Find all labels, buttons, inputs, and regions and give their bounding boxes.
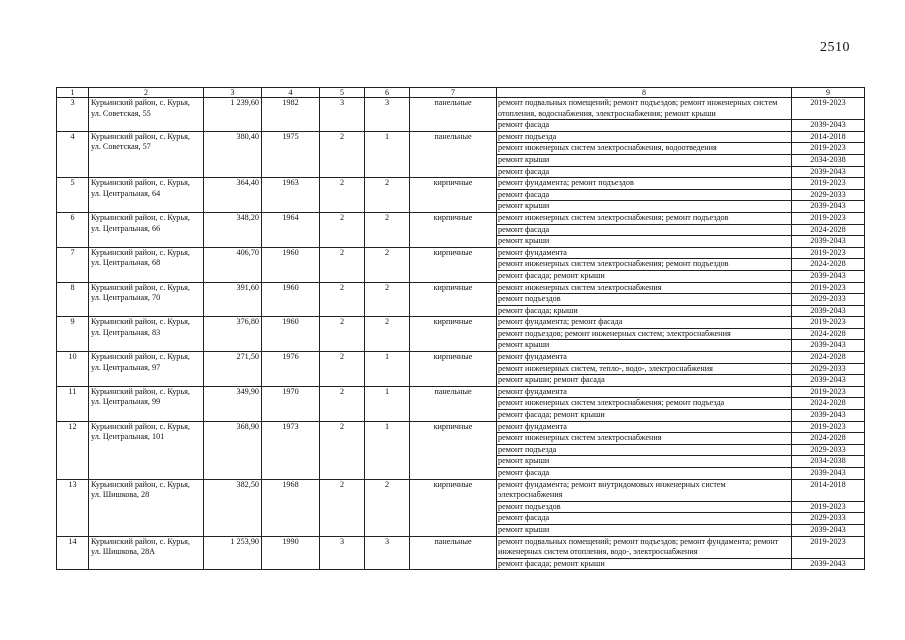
year-cell: 1982	[262, 98, 320, 132]
repair-period-cell: 2039-2043	[792, 468, 865, 480]
wall-material-cell: кирпичные	[410, 247, 497, 282]
repair-work-cell: ремонт фасада	[497, 513, 792, 525]
floors-cell: 2	[320, 479, 365, 536]
address-cell: Курьинский район, с. Курья, ул. Центральная, 101	[89, 421, 204, 479]
row-number-cell: 6	[57, 212, 89, 247]
repair-work-cell: ремонт крыши	[497, 236, 792, 248]
year-cell: 1975	[262, 131, 320, 177]
repair-work-cell: ремонт крыши	[497, 524, 792, 536]
header-cell: 8	[497, 88, 792, 98]
floors-cell: 3	[320, 536, 365, 570]
repair-period-cell: 2029-2033	[792, 294, 865, 306]
table-row	[57, 386, 865, 398]
repair-period-cell: 2019-2023	[792, 212, 865, 224]
repair-period-cell: 2024-2028	[792, 224, 865, 236]
floors-cell: 2	[320, 282, 365, 317]
area-cell: 406,70	[204, 247, 262, 282]
row-number-cell: 13	[57, 479, 89, 536]
entrances-cell: 1	[365, 352, 410, 387]
repair-period-cell: 2039-2043	[792, 166, 865, 178]
wall-material-cell: панельные	[410, 131, 497, 177]
repair-work-cell: ремонт фасада; крыши	[497, 305, 792, 317]
repair-period-cell: 2034-2038	[792, 456, 865, 468]
repair-work-cell: ремонт фасада; ремонт крыши	[497, 410, 792, 422]
year-cell: 1960	[262, 282, 320, 317]
table-row	[57, 131, 865, 143]
entrances-cell: 1	[365, 386, 410, 421]
entrances-cell: 2	[365, 479, 410, 536]
entrances-cell: 1	[365, 421, 410, 479]
wall-material-cell: кирпичные	[410, 178, 497, 213]
row-number-cell: 3	[57, 98, 89, 132]
area-cell: 364,40	[204, 178, 262, 213]
repair-work-cell: ремонт фасада	[497, 166, 792, 178]
header-row	[57, 88, 865, 98]
area-cell: 1 253,90	[204, 536, 262, 570]
area-cell: 382,50	[204, 479, 262, 536]
row-number-cell: 11	[57, 386, 89, 421]
year-cell: 1970	[262, 386, 320, 421]
repair-period-cell: 2039-2043	[792, 558, 865, 570]
row-number-cell: 10	[57, 352, 89, 387]
year-cell: 1960	[262, 247, 320, 282]
entrances-cell: 2	[365, 212, 410, 247]
row-number-cell: 4	[57, 131, 89, 177]
floors-cell: 2	[320, 352, 365, 387]
table-row	[57, 282, 865, 294]
repair-period-cell: 2019-2023	[792, 98, 865, 120]
repair-work-cell: ремонт инженерных систем электроснабжения; ремонт подъездов	[497, 259, 792, 271]
repair-period-cell: 2019-2023	[792, 178, 865, 190]
row-number-cell: 7	[57, 247, 89, 282]
repair-work-cell: ремонт фасада; ремонт крыши	[497, 558, 792, 570]
header-cell: 9	[792, 88, 865, 98]
area-cell: 391,60	[204, 282, 262, 317]
repair-work-cell: ремонт подъезда	[497, 131, 792, 143]
repair-work-cell: ремонт фундамента; ремонт фасада	[497, 317, 792, 329]
repair-work-cell: ремонт инженерных систем электроснабжения, водоотведения	[497, 143, 792, 155]
repair-work-cell: ремонт инженерных систем электроснабжения	[497, 433, 792, 445]
repair-period-cell: 2029-2033	[792, 363, 865, 375]
repair-period-cell: 2029-2033	[792, 444, 865, 456]
wall-material-cell: панельные	[410, 536, 497, 570]
row-number-cell: 14	[57, 536, 89, 570]
table-row	[57, 479, 865, 501]
repair-work-cell: ремонт инженерных систем электроснабжения; ремонт подъездов	[497, 212, 792, 224]
wall-material-cell: панельные	[410, 98, 497, 132]
entrances-cell: 3	[365, 98, 410, 132]
table-row	[57, 421, 865, 433]
repair-work-cell: ремонт крыши	[497, 201, 792, 213]
repair-period-cell: 2014-2018	[792, 131, 865, 143]
area-cell: 376,80	[204, 317, 262, 352]
entrances-cell: 3	[365, 536, 410, 570]
repair-period-cell: 2024-2028	[792, 259, 865, 271]
entrances-cell: 1	[365, 131, 410, 177]
repair-period-cell: 2024-2028	[792, 398, 865, 410]
address-cell: Курьинский район, с. Курья, ул. Центральная, 66	[89, 212, 204, 247]
repair-period-cell: 2019-2023	[792, 143, 865, 155]
floors-cell: 2	[320, 317, 365, 352]
repair-period-cell: 2039-2043	[792, 120, 865, 132]
repair-period-cell: 2039-2043	[792, 340, 865, 352]
entrances-cell: 2	[365, 282, 410, 317]
wall-material-cell: кирпичные	[410, 352, 497, 387]
wall-material-cell: кирпичные	[410, 212, 497, 247]
row-number-cell: 9	[57, 317, 89, 352]
repair-work-cell: ремонт инженерных систем электроснабжения	[497, 282, 792, 294]
table-row	[57, 178, 865, 190]
table-row	[57, 317, 865, 329]
row-number-cell: 5	[57, 178, 89, 213]
repair-work-cell: ремонт фасада	[497, 224, 792, 236]
area-cell: 380,40	[204, 131, 262, 177]
floors-cell: 2	[320, 247, 365, 282]
repair-period-cell: 2019-2023	[792, 247, 865, 259]
repair-work-cell: ремонт фундамента; ремонт подъездов	[497, 178, 792, 190]
repair-work-cell: ремонт подъездов	[497, 501, 792, 513]
address-cell: Курьинский район, с. Курья, ул. Советская, 55	[89, 98, 204, 132]
year-cell: 1990	[262, 536, 320, 570]
repair-work-cell: ремонт подвальных помещений; ремонт подъездов; ремонт инженерных систем отопления, водоснабжения, электроснабжения; ремонт крыши	[497, 98, 792, 120]
area-cell: 1 239,60	[204, 98, 262, 132]
repair-period-cell: 2039-2043	[792, 305, 865, 317]
repair-work-cell: ремонт подъездов	[497, 294, 792, 306]
floors-cell: 2	[320, 131, 365, 177]
repair-period-cell: 2019-2023	[792, 421, 865, 433]
repair-period-cell: 2014-2018	[792, 479, 865, 501]
wall-material-cell: панельные	[410, 386, 497, 421]
repair-work-cell: ремонт фундамента	[497, 386, 792, 398]
repair-period-cell: 2019-2023	[792, 282, 865, 294]
entrances-cell: 2	[365, 247, 410, 282]
repair-work-cell: ремонт фасада	[497, 468, 792, 480]
repair-period-cell: 2039-2043	[792, 270, 865, 282]
repair-period-cell: 2029-2033	[792, 189, 865, 201]
repair-period-cell: 2039-2043	[792, 410, 865, 422]
floors-cell: 2	[320, 421, 365, 479]
year-cell: 1960	[262, 317, 320, 352]
address-cell: Курьинский район, с. Курья, ул. Шишкова, 28	[89, 479, 204, 536]
repair-period-cell: 2034-2038	[792, 154, 865, 166]
address-cell: Курьинский район, с. Курья, ул. Центральная, 68	[89, 247, 204, 282]
header-cell: 7	[410, 88, 497, 98]
entrances-cell: 2	[365, 178, 410, 213]
repair-period-cell: 2019-2023	[792, 317, 865, 329]
header-cell: 2	[89, 88, 204, 98]
year-cell: 1976	[262, 352, 320, 387]
floors-cell: 3	[320, 98, 365, 132]
repair-work-cell: ремонт фасада	[497, 189, 792, 201]
area-cell: 271,50	[204, 352, 262, 387]
area-cell: 368,90	[204, 421, 262, 479]
repair-work-cell: ремонт фасада	[497, 120, 792, 132]
repair-period-cell: 2019-2023	[792, 536, 865, 558]
header-cell: 5	[320, 88, 365, 98]
row-number-cell: 12	[57, 421, 89, 479]
header-cell: 3	[204, 88, 262, 98]
header-cell: 4	[262, 88, 320, 98]
header-cell: 1	[57, 88, 89, 98]
address-cell: Курьинский район, с. Курья, ул. Центральная, 99	[89, 386, 204, 421]
repair-period-cell: 2024-2028	[792, 328, 865, 340]
repair-work-cell: ремонт фасада; ремонт крыши	[497, 270, 792, 282]
repair-work-cell: ремонт крыши	[497, 340, 792, 352]
table-row	[57, 247, 865, 259]
floors-cell: 2	[320, 386, 365, 421]
floors-cell: 2	[320, 178, 365, 213]
repair-period-cell: 2019-2023	[792, 386, 865, 398]
repair-work-cell: ремонт фундамента; ремонт внутридомовых инженерных систем электроснабжения	[497, 479, 792, 501]
repair-period-cell: 2029-2033	[792, 513, 865, 525]
repair-period-cell: 2039-2043	[792, 375, 865, 387]
repair-work-cell: ремонт инженерных систем электроснабжения; ремонт подъезда	[497, 398, 792, 410]
repair-work-cell: ремонт фундамента	[497, 352, 792, 364]
repair-work-cell: ремонт инженерных систем, тепло-, водо-, электроснабжения	[497, 363, 792, 375]
header-cell: 6	[365, 88, 410, 98]
wall-material-cell: кирпичные	[410, 317, 497, 352]
address-cell: Курьинский район, с. Курья, ул. Центральная, 64	[89, 178, 204, 213]
address-cell: Курьинский район, с. Курья, ул. Центральная, 97	[89, 352, 204, 387]
year-cell: 1964	[262, 212, 320, 247]
repair-period-cell: 2024-2028	[792, 352, 865, 364]
year-cell: 1968	[262, 479, 320, 536]
wall-material-cell: кирпичные	[410, 282, 497, 317]
repair-work-cell: ремонт фундамента	[497, 421, 792, 433]
repair-work-cell: ремонт крыши	[497, 456, 792, 468]
repair-work-cell: ремонт фундамента	[497, 247, 792, 259]
floors-cell: 2	[320, 212, 365, 247]
area-cell: 349,90	[204, 386, 262, 421]
address-cell: Курьинский район, с. Курья, ул. Шишкова, 28А	[89, 536, 204, 570]
repair-work-cell: ремонт крыши; ремонт фасада	[497, 375, 792, 387]
year-cell: 1973	[262, 421, 320, 479]
repair-period-cell: 2039-2043	[792, 201, 865, 213]
area-cell: 348,20	[204, 212, 262, 247]
table-row	[57, 98, 865, 120]
wall-material-cell: кирпичные	[410, 421, 497, 479]
repair-work-cell: ремонт подъезда	[497, 444, 792, 456]
repair-work-cell: ремонт крыши	[497, 154, 792, 166]
table-row	[57, 352, 865, 364]
address-cell: Курьинский район, с. Курья, ул. Центральная, 83	[89, 317, 204, 352]
repair-period-cell: 2024-2028	[792, 433, 865, 445]
row-number-cell: 8	[57, 282, 89, 317]
repair-period-cell: 2019-2023	[792, 501, 865, 513]
entrances-cell: 2	[365, 317, 410, 352]
repair-work-cell: ремонт подвальных помещений; ремонт подъездов; ремонт фундамента; ремонт инженерных систем отопления, водо-, электроснабжения	[497, 536, 792, 558]
repair-period-cell: 2039-2043	[792, 524, 865, 536]
wall-material-cell: кирпичные	[410, 479, 497, 536]
repair-work-cell: ремонт подъездов; ремонт инженерных систем; электроснабжения	[497, 328, 792, 340]
table-row	[57, 212, 865, 224]
housing-repair-table	[56, 87, 865, 570]
repair-period-cell: 2039-2043	[792, 236, 865, 248]
year-cell: 1963	[262, 178, 320, 213]
page-number: 2510	[820, 40, 850, 55]
address-cell: Курьинский район, с. Курья, ул. Советская, 57	[89, 131, 204, 177]
address-cell: Курьинский район, с. Курья, ул. Центральная, 70	[89, 282, 204, 317]
table-row	[57, 536, 865, 558]
